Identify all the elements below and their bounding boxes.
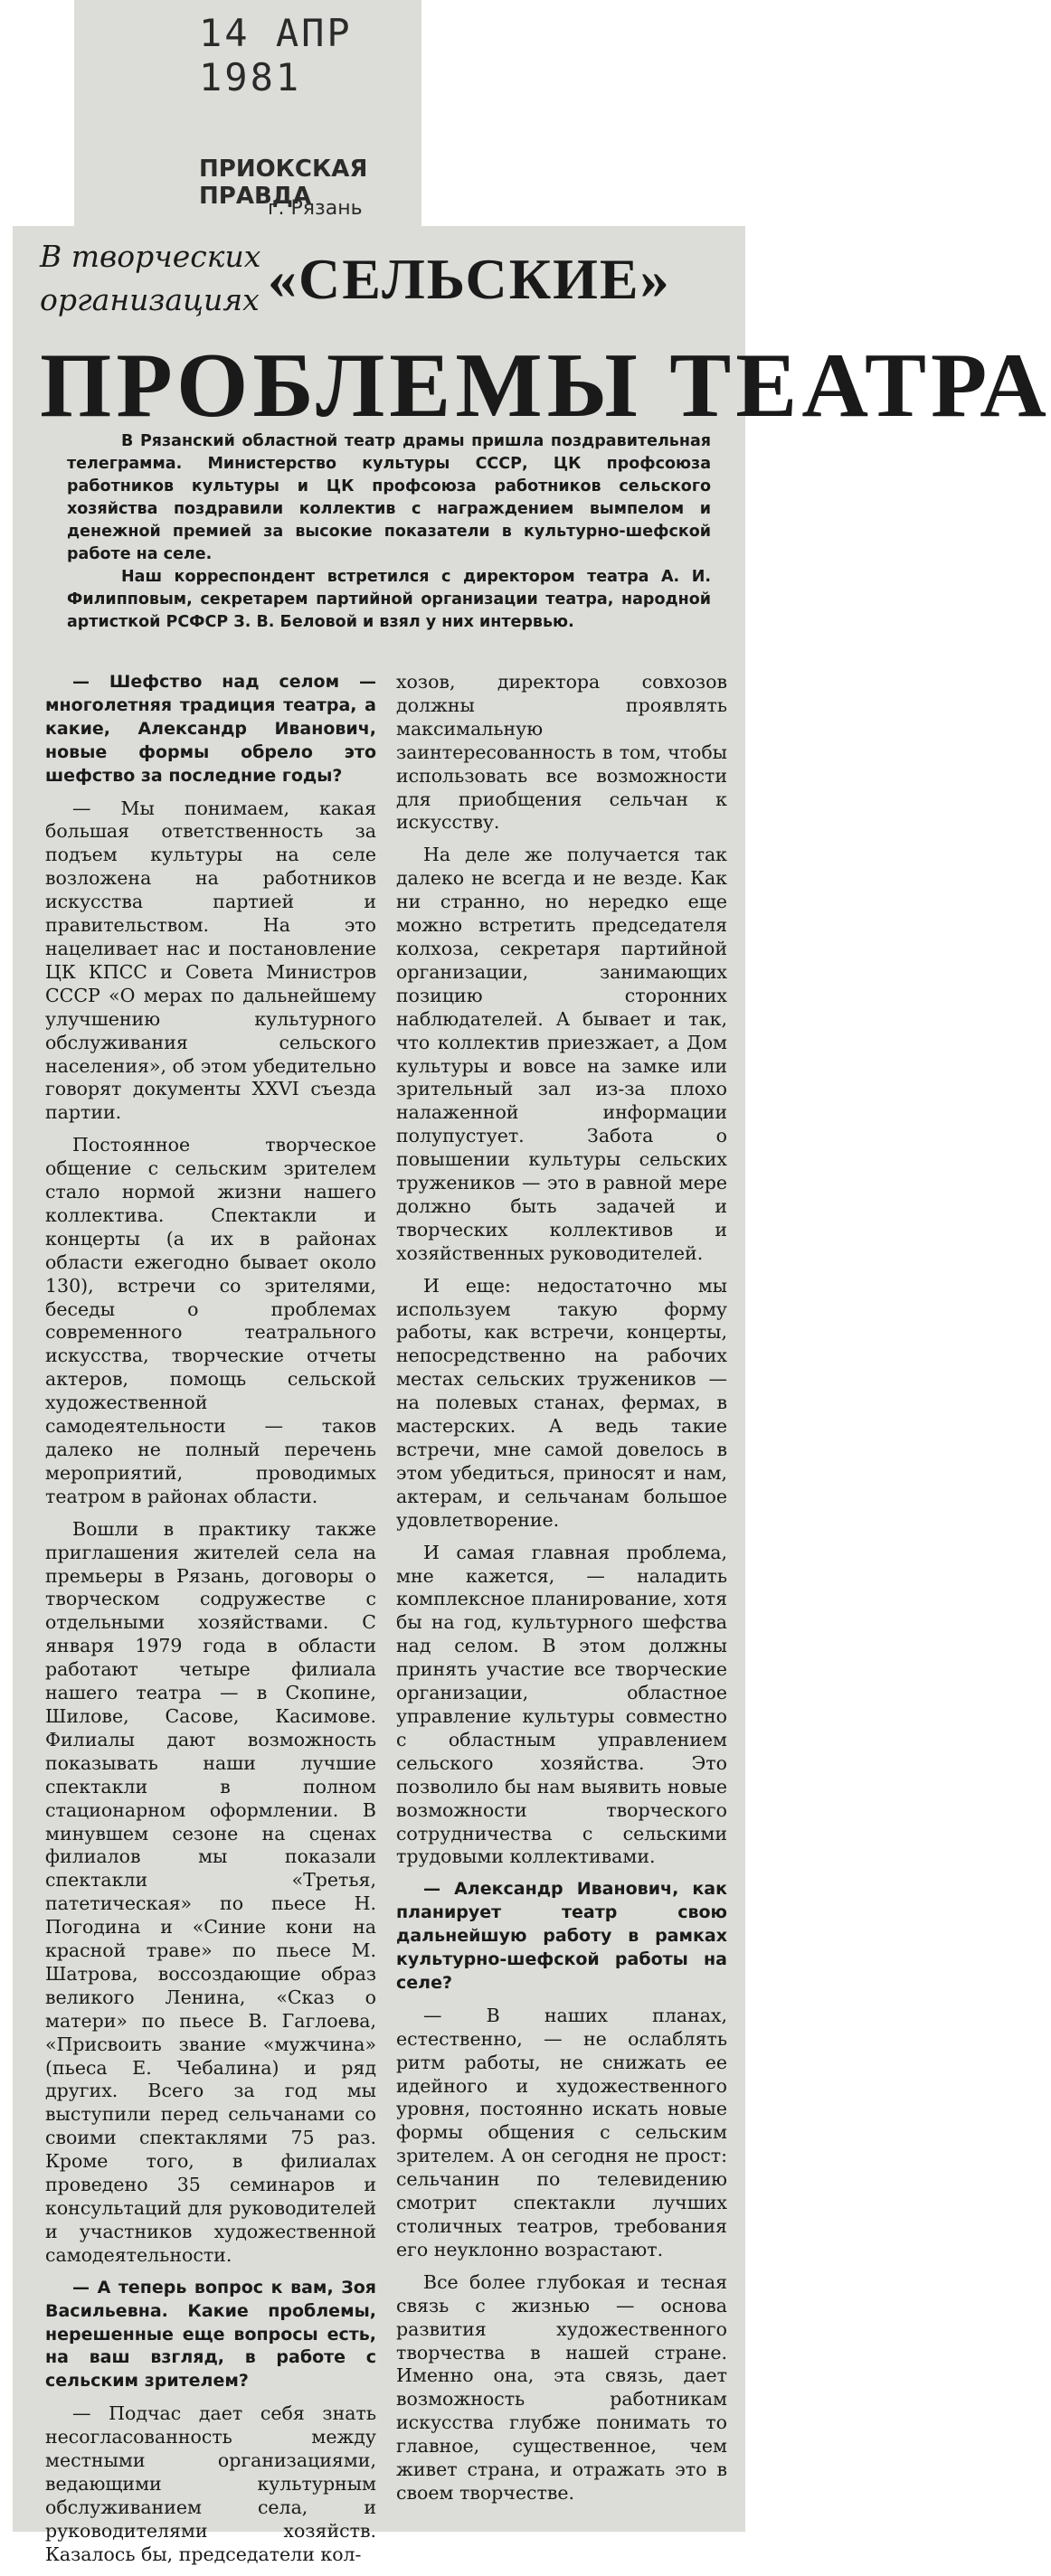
date-stamp: 14 АПР 1981: [199, 11, 353, 99]
question-3: — Александр Иванович, как планирует театр свою дальнейшую работу в рамках культурно-шефской работы на селе?: [396, 1879, 727, 1993]
text-column-2: [396, 671, 727, 2515]
headline: ПРОБЛЕМЫ ТЕАТРА: [40, 335, 1051, 437]
paragraph: Вошли в практику также приглашения жителей села на премьеры в Рязань, договоры о творческом содружестве с отдельными хозяйствами. С января 1979 года в области работают четыре филиала нашего театра — в Скопине, Шилове, Сасове, Касимове. Филиалы дают возможность показывать наши лучшие спектакли в полном стационарном оформлении. В минувшем сезоне на сценах филиалов мы показали спектакли «Третья, патетическая» по пьесе Н. Погодина и «Синие кони на красной траве» по пьесе М. Шатрова, воссоздающие образ великого Ленина, «Сказ о матери» по пьесе В. Гаглоева, «Присвоить звание «мужчина» (пьеса Е. Чебалина) и ряд других. Всего за год мы выступили перед сельчанами со своими спектаклями 75 раз. Кроме того, в филиалах проведено 35 семинаров и консультаций для руководителей и участников художественной самодеятельности.: [45, 1517, 376, 2266]
newspaper-city: г. Рязань: [268, 197, 363, 220]
text-column-1: [45, 671, 376, 2576]
paragraph-continued: хозов, директора совхозов должны проявлять максимальную заинтересованность в том, чтобы использовать все возможности для приобщения сельчан к искусству.: [396, 671, 727, 834]
paragraph: Все более глубокая и тесная связь с жизнью — основа развития художественного творчества в нашей стране. Именно она, эта связь, дает возможность работникам искусства глубже понимать то главное, существенное, чем живет страна, и отражать это в своем творчестве.: [396, 2270, 727, 2504]
question-2: — А теперь вопрос к вам, Зоя Васильевна. Какие проблемы, нерешенные еще вопросы есть, на ваш взгляд, в работе с сельским зрителем?: [45, 2277, 376, 2392]
newspaper-name: ПРИОКСКАЯ ПРАВДА: [199, 156, 368, 210]
paragraph: — Подчас дает себя знать несогласованность между местными организациями, ведающими культурным обслуживанием села, и руководителями хозяйств. Казалось бы, председатели кол-: [45, 2402, 376, 2565]
paragraph: — Мы понимаем, какая большая ответственность за подъем культуры на селе возложена на работников искусства партией и правительством. На это нацеливает нас и постановление ЦК КПСС и Совета Министров СССР «О мерах по дальнейшему улучшению культурного обслуживания сельского населения», об этом убедительно говорят документы XXVI съезда партии.: [45, 797, 376, 1124]
lead-text-1: В Рязанский областной театр драмы пришла поздравительная телеграмма. Министерство культуры СССР, ЦК профсоюза работников культуры и ЦК профсоюза работников сельского хозяйства поздравили коллектив с награждением вымпелом и денежной премией за высокие показатели в культурно-шефской работе на селе.: [67, 432, 711, 563]
paragraph: Постоянное творческое общение с сельским зрителем стало нормой жизни нашего коллектива. Спектакли и концерты (а их в районах области ежегодно бывает около 130), встречи со зрителями, беседы о проблемах современного театрального искусства, творческие отчеты актеров, помощь сельской художественной самодеятельности — таков далеко не полный перечень мероприятий, проводимых театром в районах области.: [45, 1134, 376, 1507]
rubric-line-1: В творческих: [40, 239, 261, 274]
question-1: — Шефство над селом — многолетняя традиция театра, а какие, Александр Иванович, новые формы обрело это шефство за последние годы?: [45, 672, 376, 786]
rubric-line-2: организациях: [40, 282, 260, 317]
newspaper-masthead-clipping: [74, 0, 421, 226]
paragraph: — В наших планах, естественно, — не ослаблять ритм работы, не снижать ее идейного и художественного уровня, постоянно искать новые формы общения с сельским зрителем. А он сегодня не прост: сельчанин по телевидению смотрит спектакли лучших столичных театров, требования его неуклонно возрастают.: [396, 2004, 727, 2260]
lead-paragraph: [67, 430, 711, 634]
lead-text-2: Наш корреспондент встретился с директором театра А. И. Филипповым, секретарем партийной организации театра, народной артисткой РСФСР З. В. Беловой и взял у них интервью.: [67, 568, 711, 631]
paragraph: И еще: недостаточно мы используем такую форму работы, как встречи, концерты, непосредственно на рабочих местах сельских тружеников — на полевых станах, фермах, в мастерских. А ведь такие встречи, мне самой довелось в этом убедиться, приносят и нам, актерам, и сельчанам большое удовлетворение.: [396, 1274, 727, 1531]
paragraph: На деле же получается так далеко не всегда и не везде. Как ни странно, но нередко еще можно встретить председателя колхоза, секретаря партийной организации, занимающих позицию сторонних наблюдателей. А бывает и так, что коллектив приезжает, а Дом культуры и вовсе на замке или зрительный зал из-за плохо налаженной информации полупустует. Забота о повышении культуры сельских тружеников — это в равной мере должно быть задачей и творческих коллективов и хозяйственных руководителей.: [396, 844, 727, 1264]
headline-kicker: «СЕЛЬСКИЕ»: [268, 247, 671, 311]
article-clipping: [13, 226, 1051, 2565]
paragraph: И самая главная проблема, мне кажется, — наладить комплексное планирование, хотя бы на год, культурного шефства над селом. В этом должны принять участие все творческие организации, областное управление культуры совместно с областным управлением сельского хозяйства. Это позволило бы нам выявить новые возможности творческого сотрудничества с сельскими трудовыми коллективами.: [396, 1541, 727, 1868]
